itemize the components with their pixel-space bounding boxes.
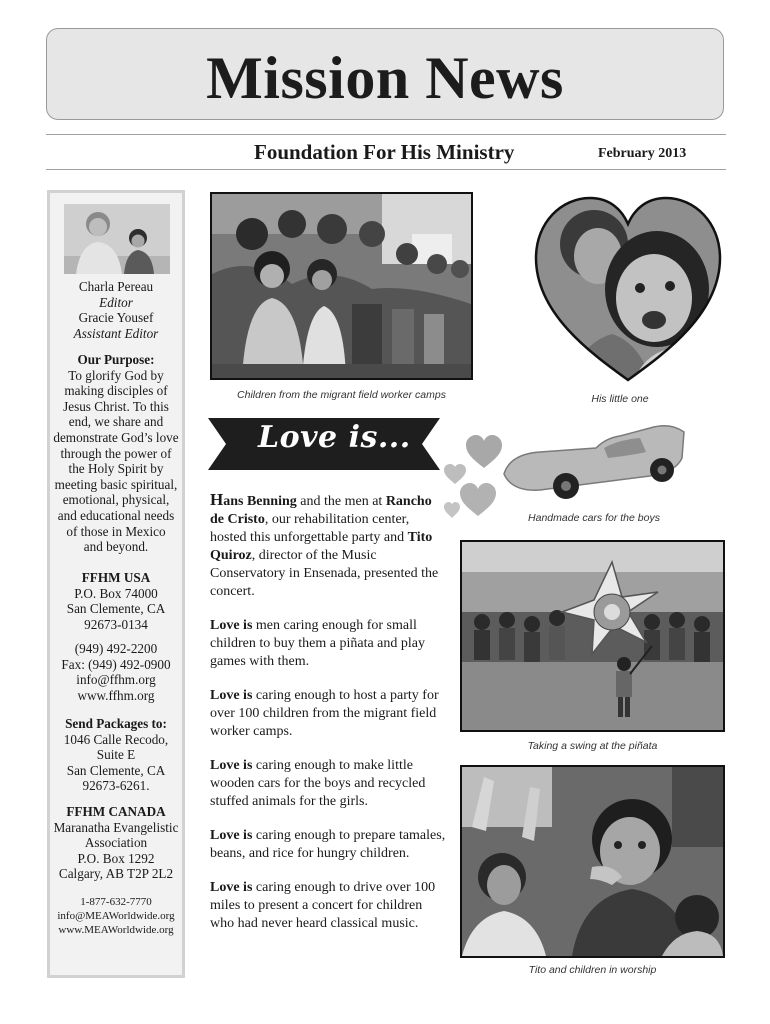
packages-line: 1046 Calle Recodo, xyxy=(63,731,169,747)
usa-heading: FFHM USA xyxy=(81,570,151,585)
article-text: and the men at xyxy=(296,494,386,509)
love-is-item xyxy=(210,617,446,671)
worship-caption: Tito and children in worship xyxy=(528,964,657,976)
heart-photo-caption: His little one xyxy=(591,393,649,405)
canada-line: Calgary, AB T2P 2L2 xyxy=(58,866,174,882)
love-is-item xyxy=(210,827,446,863)
website-link[interactable]: www.ffhm.org xyxy=(77,687,155,703)
usa-address-line: 92673-0134 xyxy=(84,616,148,632)
canada-phone: 1-877-632-7770 xyxy=(80,896,152,908)
person-name: Tito Quiroz xyxy=(210,530,433,563)
love-is-article xyxy=(210,491,446,949)
heart-photo xyxy=(532,194,724,386)
love-is-item xyxy=(210,879,446,933)
canada-office xyxy=(47,804,185,882)
worship-photo xyxy=(460,765,725,958)
love-is-label: Love is xyxy=(210,880,253,895)
fax-number: Fax: (949) 492-0900 xyxy=(61,656,171,672)
purpose-line: To glorify God by xyxy=(68,367,164,383)
article-intro xyxy=(210,491,446,601)
email-address[interactable]: info@ffhm.org xyxy=(76,672,156,688)
purpose-line: end, we share and xyxy=(68,414,164,430)
purpose-heading: Our Purpose: xyxy=(77,352,155,367)
editor-credits xyxy=(47,279,185,341)
place-name: Rancho de Cristo xyxy=(210,494,432,527)
pinata-photo xyxy=(460,540,725,732)
love-is-banner-label: Love is... xyxy=(258,420,411,455)
pinata-caption: Taking a swing at the piñata xyxy=(527,740,658,752)
packages-line: Suite E xyxy=(96,747,136,763)
organization-name: Foundation For His Ministry xyxy=(254,140,515,164)
usa-address-line: San Clemente, CA xyxy=(66,601,166,617)
usa-address-line: P.O. Box 74000 xyxy=(74,585,158,601)
purpose-line: meeting basic spiritual, xyxy=(54,476,178,492)
purpose-section xyxy=(47,352,185,555)
header-rule xyxy=(46,169,726,170)
love-is-text: caring enough to drive over 100 miles to present a concert for children who had never heard classical music. xyxy=(210,880,436,931)
assistant-editor-role: Assistant Editor xyxy=(73,325,159,341)
love-is-item xyxy=(210,757,446,811)
editor-role: Editor xyxy=(99,294,133,310)
purpose-line: demonstrate God’s love xyxy=(53,429,179,445)
purpose-line: of those in Mexico xyxy=(66,523,166,539)
love-is-text: men caring enough for small children to buy them a piñata and play games with them. xyxy=(210,618,425,669)
love-is-label: Love is xyxy=(210,758,253,773)
editor-name: Charla Pereau xyxy=(78,279,154,294)
packages-line: San Clemente, CA xyxy=(66,762,166,778)
love-is-label: Love is xyxy=(210,828,253,843)
phone-number: (949) 492-2200 xyxy=(74,641,158,656)
usa-contact xyxy=(47,641,185,703)
issue-date: February 2013 xyxy=(598,146,687,161)
canada-website[interactable]: www.MEAWorldwide.org xyxy=(58,924,174,936)
canada-email[interactable]: info@MEAWorldwide.org xyxy=(57,910,175,922)
love-is-text: caring enough to make little wooden cars for the boys and recycled stuffed animals for the girls. xyxy=(210,758,426,809)
purpose-line: Jesus Christ. To this xyxy=(63,398,169,414)
canada-line: Maranatha Evangelistic xyxy=(53,819,179,835)
love-is-text: caring enough to host a party for over 100 children from the migrant field worker camps. xyxy=(210,688,439,739)
person-name: ans Benning xyxy=(223,494,297,509)
packages-section xyxy=(47,716,185,794)
children-line-caption: Children from the migrant field worker camps xyxy=(237,389,446,401)
wooden-car-photo xyxy=(500,418,688,506)
purpose-line: and beyond. xyxy=(83,539,149,555)
assistant-editor-name: Gracie Yousef xyxy=(78,310,154,326)
purpose-line: and educational needs xyxy=(57,507,175,523)
canada-line: P.O. Box 1292 xyxy=(77,850,155,866)
article-text: , our rehabilitation center, hosted this unforgettable party and xyxy=(210,512,410,545)
love-is-label: Love is xyxy=(210,688,253,703)
children-line-photo xyxy=(210,192,473,380)
purpose-line: the Holy Spirit by xyxy=(68,461,164,477)
purpose-line: making disciples of xyxy=(64,383,168,399)
masthead-title: Mission News xyxy=(206,45,564,111)
canada-heading: FFHM CANADA xyxy=(66,804,166,819)
canada-line: Association xyxy=(84,835,148,851)
love-is-text: caring enough to prepare tamales, beans, and rice for hungry children. xyxy=(210,828,446,861)
top-rule xyxy=(46,134,726,135)
packages-heading: Send Packages to: xyxy=(65,716,167,731)
purpose-line: through the power of xyxy=(60,445,172,461)
usa-office xyxy=(47,570,185,632)
love-is-item xyxy=(210,687,446,741)
cars-caption: Handmade cars for the boys xyxy=(528,512,660,524)
packages-line: 92673-6261. xyxy=(82,778,150,794)
article-text: , director of the Music Conservatory in Ensenada, presented the concert. xyxy=(210,548,439,599)
purpose-line: emotional, physical, xyxy=(62,492,170,508)
editor-photo xyxy=(64,204,170,274)
love-is-label: Love is xyxy=(210,618,253,633)
canada-contact xyxy=(47,895,185,937)
drop-cap: H xyxy=(210,490,224,509)
